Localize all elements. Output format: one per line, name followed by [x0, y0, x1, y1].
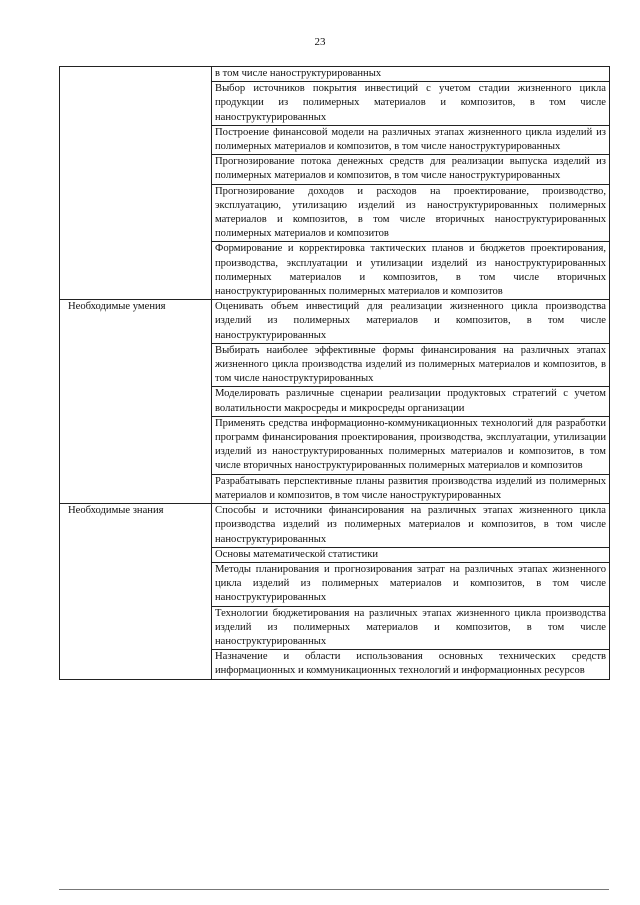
table-cell: Способы и источники финансирования на различных этапах жизненного цикла производства изделий из полимерных материалов и композитов, в том числе наноструктурированных — [212, 504, 610, 548]
table-cell: Разрабатывать перспективные планы развития производства изделий из полимерных материалов и композитов, в том числе наноструктурированных — [212, 474, 610, 503]
page-bottom-rule — [59, 889, 609, 890]
table-cell: в том числе наноструктурированных — [212, 67, 610, 82]
table-cell: Построение финансовой модели на различных этапах жизненного цикла изделий из полимерных материалов и композитов, в том числе наноструктурированных — [212, 125, 610, 154]
table-row — [60, 300, 610, 344]
table-cell: Применять средства информационно-коммуникационных технологий для разработки программ финансирования проектирования, производства, эксплуатации, утилизации изделий из наноструктурированных полимерных материалов и композитов, в том числе вторичных наноструктурированных полимерных материалов и композитов — [212, 416, 610, 474]
table-cell: Методы планирования и прогнозирования затрат на различных этапах жизненного цикла изделий из полимерных материалов и композитов, в том числе наноструктурированных — [212, 562, 610, 606]
table-cell: Технологии бюджетирования на различных этапах жизненного цикла производства изделий из полимерных материалов и композитов, в том числе наноструктурированных — [212, 606, 610, 650]
row-label-skills: Необходимые умения — [60, 300, 212, 504]
table-cell: Формирование и корректировка тактических планов и бюджетов проектирования, производства, эксплуатации и утилизации изделий из наноструктурированных полимерных материалов и композитов, в том числе вторичных наноструктурированных полимерных материалов и композитов — [212, 242, 610, 300]
page-number: 23 — [314, 36, 326, 48]
table-cell: Моделировать различные сценарии реализации продуктовых стратегий с учетом волатильности макросреды и микросреды организации — [212, 387, 610, 416]
table-cell: Выбирать наиболее эффективные формы финансирования на различных этапах жизненного цикла производства изделий из полимерных материалов и композитов, в том числе наноструктурированных — [212, 343, 610, 387]
table-row — [60, 504, 610, 548]
competency-table — [59, 66, 610, 680]
row-label-knowledge: Необходимые знания — [60, 504, 212, 679]
table-cell: Оценивать объем инвестиций для реализации жизненного цикла производства изделий из полимерных материалов и композитов, в том числе наноструктурированных — [212, 300, 610, 344]
table-cell: Назначение и области использования основных технических средств информационных и коммуникационных технологий и информационных ресурсов — [212, 650, 610, 679]
table-cell: Прогнозирование доходов и расходов на проектирование, производство, эксплуатацию, утилизацию изделий из наноструктурированных полимерных материалов и композитов, в том числе вторичных наноструктурированных полимерных материалов и композитов — [212, 184, 610, 242]
table-cell: Основы математической статистики — [212, 547, 610, 562]
row-label — [60, 67, 212, 300]
table-cell: Прогнозирование потока денежных средств для реализации выпуска изделий из полимерных материалов и композитов, в том числе наноструктурированных — [212, 155, 610, 184]
table-cell: Выбор источников покрытия инвестиций с учетом стадии жизненного цикла продукции из полимерных материалов и композитов, в том числе наноструктурированных — [212, 82, 610, 126]
table-row — [60, 67, 610, 82]
